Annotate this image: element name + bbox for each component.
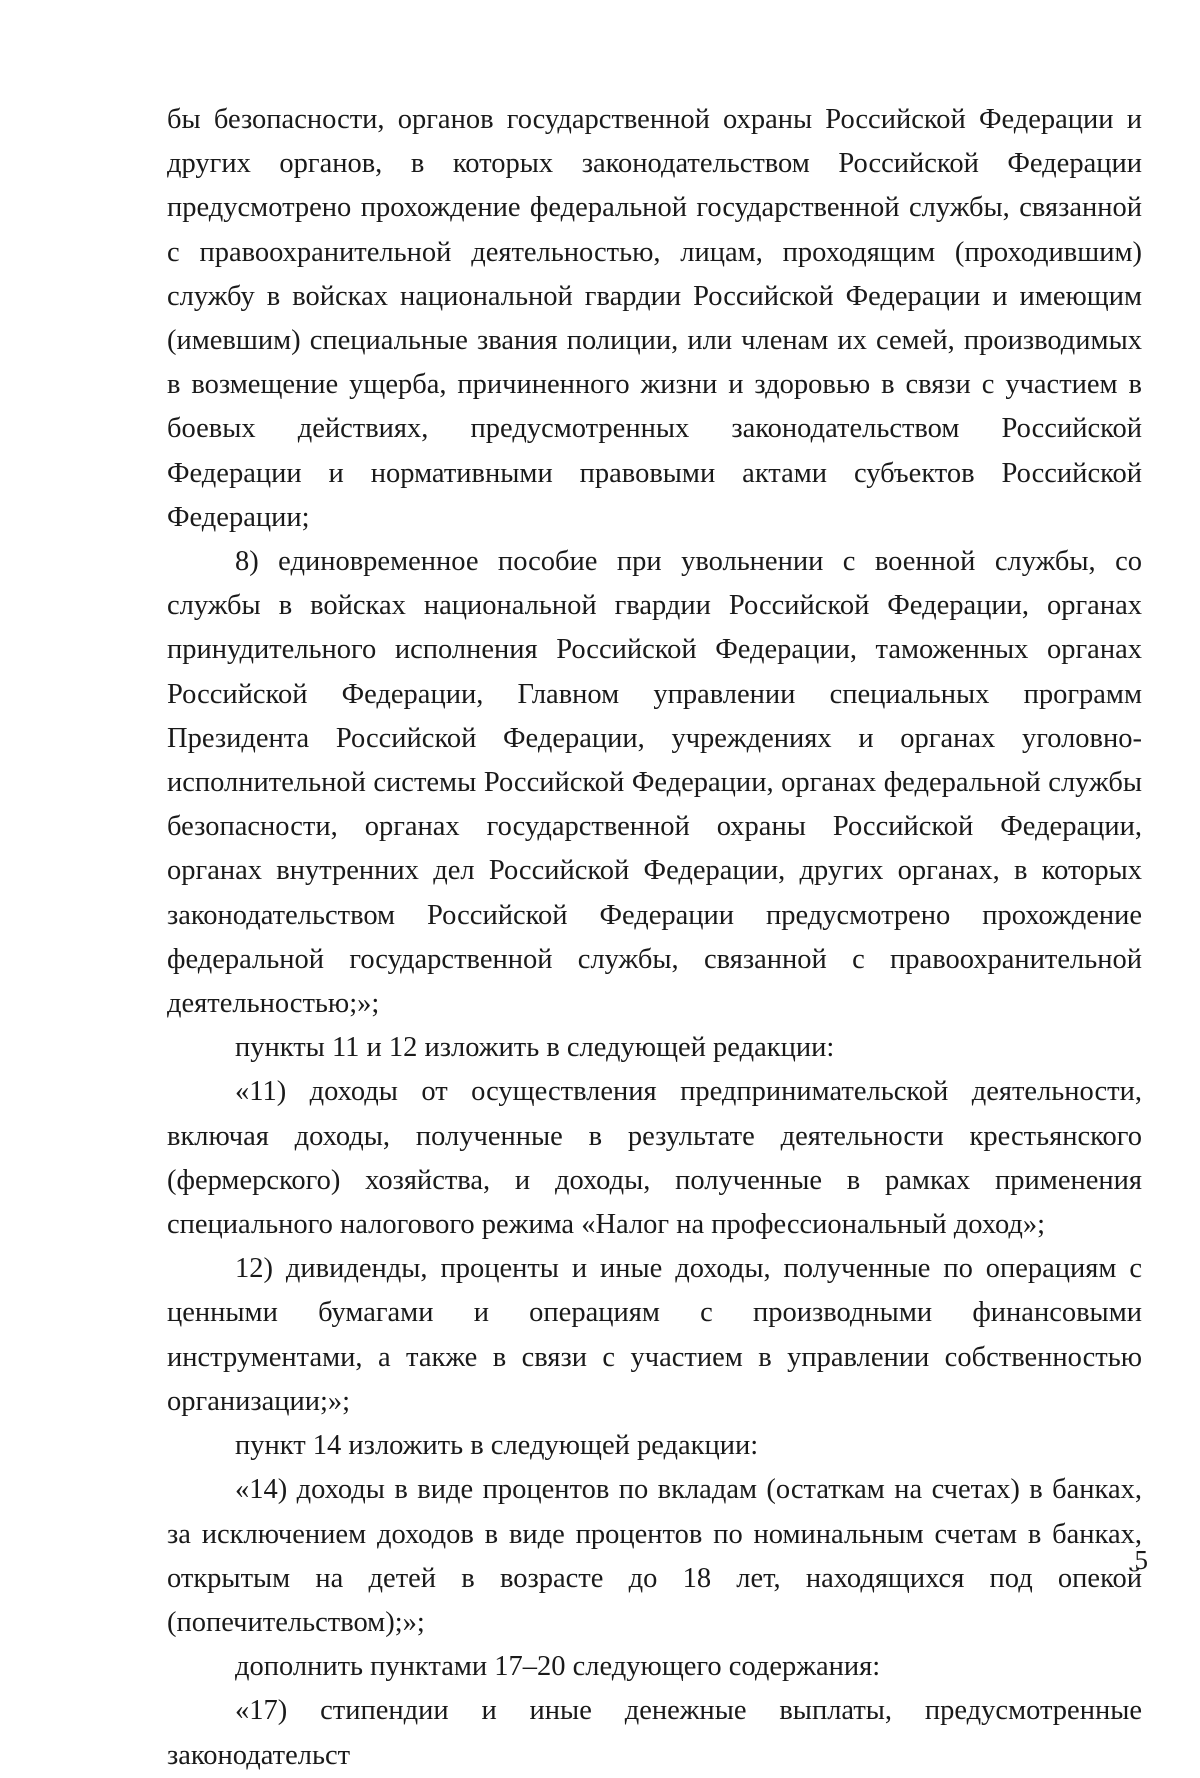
paragraph-item-8: 8) единовременное пособие при увольнении с военной службы, со службы в войсках национальной гвардии Российской Федерации, органах принудительного исполнения Российской Федерации, таможенных органах Российской Федерации, Главном управлении специальных программ Президента Российской Федерации, учреждениях и органах уголовно-исполнительной системы Российской Федерации, органах федеральной службы безопасности, органах государственной охраны Российской Федерации, органах внутренних дел Российской Федерации, других органах, в которых законодательством Российской Федерации предусмотрено прохождение федеральной государственной службы, связанной с правоохранительной деятельностью;»; — [167, 546, 1142, 1020]
document-body — [167, 98, 1142, 1778]
paragraph-item-14: «14) доходы в виде процентов по вкладам (остаткам на счетах) в банках, за исключением доходов в виде процентов по номинальным счетам в банках, открытым на детей в возрасте до 18 лет, находящихся под опекой (попечительством);»; — [167, 1474, 1142, 1638]
page-number: 5 — [1134, 1545, 1148, 1575]
paragraph-instruction-11-12: пункты 11 и 12 изложить в следующей редакции: — [235, 1032, 835, 1064]
paragraph-instruction-17-20: дополнить пунктами 17–20 следующего содержания: — [235, 1651, 881, 1683]
paragraph-continuation: бы безопасности, органов государственной охраны Российской Федерации и других органов, в которых законодательством Российской Федерации предусмотрено прохождение федеральной государственной службы, связанной с правоохранительной деятельностью, лицам, проходящим (проходившим) службу в войсках национальной гвардии Российской Федерации и имеющим (имевшим) специальные звания полиции, или членам их семей, производимых в возмещение ущерба, причиненного жизни и здоровью в связи с участием в боевых действиях, предусмотренных законодательством Российской Федерации и нормативными правовыми актами субъектов Российской Федерации; — [167, 104, 1142, 533]
paragraph-instruction-14: пункт 14 изложить в следующей редакции: — [235, 1430, 759, 1462]
paragraph-item-17: «17) стипендии и иные денежные выплаты, предусмотренные законодательст — [167, 1695, 1142, 1771]
paragraph-item-11: «11) доходы от осуществления предпринимательской деятельности, включая доходы, полученные в результате деятельности крестьянского (фермерского) хозяйства, и доходы, полученные в рамках применения специального налогового режима «Налог на профессиональный доход»; — [167, 1076, 1142, 1241]
paragraph-item-12: 12) дивиденды, проценты и иные доходы, полученные по операциям с ценными бумагами и операциям с производными финансовыми инструментами, а также в связи с участием в управлении собственностью организации;»; — [167, 1253, 1142, 1417]
